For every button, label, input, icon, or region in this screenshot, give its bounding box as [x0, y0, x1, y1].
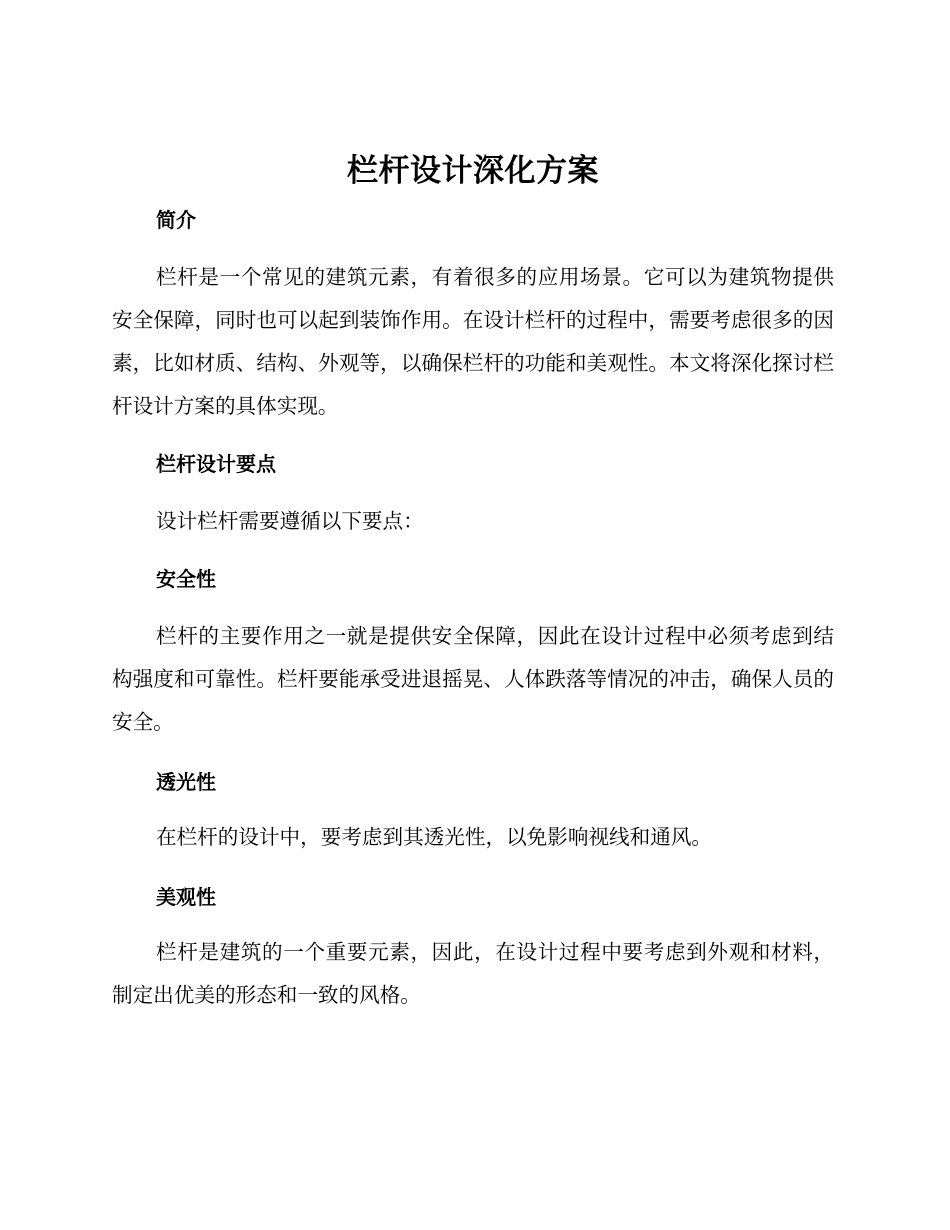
- section-heading-transparency: 透光性: [156, 770, 216, 794]
- section-heading-intro: 简介: [156, 208, 196, 232]
- section-paragraph-aesthetics: 栏杆是建筑的一个重要元素，因此，在设计过程中要考虑到外观和材料，制定出优美的形态和一致的风格。: [112, 940, 834, 1007]
- section-heading-aesthetics: 美观性: [156, 885, 216, 909]
- section-heading-safety: 安全性: [156, 567, 216, 591]
- section-paragraph-transparency: 在栏杆的设计中，要考虑到其透光性，以免影响视线和通风。: [156, 825, 713, 849]
- section-paragraph-safety: 栏杆的主要作用之一就是提供安全保障，因此在设计过程中必须考虑到结构强度和可靠性。栏杆要能承受进退摇晃、人体跌落等情况的冲击，确保人员的安全。: [112, 624, 834, 734]
- section-heading-design-points: 栏杆设计要点: [156, 452, 276, 476]
- section-paragraph-intro: 栏杆是一个常见的建筑元素，有着很多的应用场景。它可以为建筑物提供安全保障，同时也可以起到装饰作用。在设计栏杆的过程中，需要考虑很多的因素，比如材质、结构、外观等，以确保栏杆的功能和美观性。本文将深化探讨栏杆设计方案的具体实现。: [112, 265, 834, 418]
- section-paragraph-design-points: 设计栏杆需要遵循以下要点：: [156, 509, 424, 533]
- document-body: [112, 148, 834, 1017]
- document-title: 栏杆设计深化方案: [347, 153, 599, 189]
